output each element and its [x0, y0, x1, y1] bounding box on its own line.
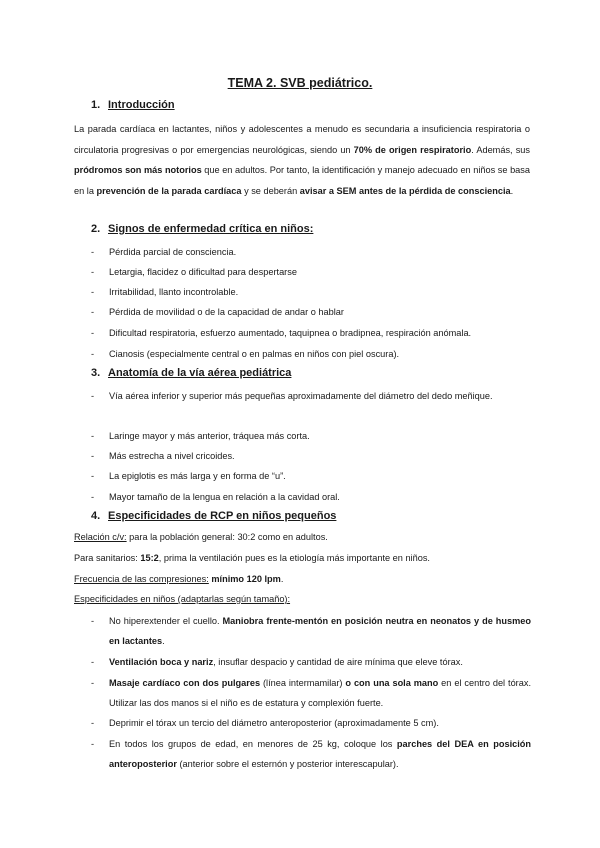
list-item-text: Más estrecha a nivel cricoides.: [109, 451, 235, 461]
section-title: Especificidades de RCP en niños pequeños: [108, 510, 337, 522]
list-dash: -: [91, 678, 95, 688]
intro-text: .: [510, 185, 514, 196]
specificities-line: [74, 594, 290, 604]
item-text: en el centro del tórax. Utilizar las dos manos si el niño es de estatura y complexión fuerte.: [109, 678, 531, 708]
list-item: [91, 734, 531, 774]
intro-bold: pródromos son más notorios: [74, 165, 202, 175]
list-item-text: [109, 652, 531, 672]
intro-text: La parada cardíaca en lactantes, niños y adolescentes a menudo es secundaria a insuficiencia respiratoria o circulatoria progresivas o por emergencias neurológicas, siendo un: [74, 124, 530, 155]
section-number: 3.: [91, 367, 101, 379]
list-item-text: [109, 611, 531, 651]
section-heading-anatomia: [91, 367, 291, 379]
section-title: Signos de enfermedad crítica en niños:: [108, 223, 314, 235]
item-text: , insuflar despacio y cantidad de aire mínima que eleve tórax.: [213, 657, 463, 667]
list-item: [91, 652, 531, 672]
list-dash: -: [91, 492, 95, 502]
section-number: 2.: [91, 223, 101, 235]
section-heading-rcp: [91, 510, 336, 522]
list-dash: -: [91, 657, 95, 667]
list-dash: -: [91, 267, 95, 277]
list-item-text: Cianosis (especialmente central o en palmas en niños con piel oscura).: [109, 349, 400, 359]
list-item: [91, 386, 531, 406]
intro-bold: avisar a SEM antes de la pérdida de consciencia: [299, 185, 511, 196]
list-item-text: Pérdida parcial de consciencia.: [109, 247, 237, 257]
intro-paragraph: [74, 119, 530, 201]
list-dash: -: [91, 349, 95, 359]
list-item-text: Irritabilidad, llanto incontrolable.: [109, 287, 239, 297]
list-item-text: Laringe mayor y más anterior, tráquea más corta.: [109, 431, 310, 441]
relation-text: para la población general: 30:2 como en adultos.: [126, 532, 328, 542]
list-item: [91, 426, 531, 446]
frequency-value: mínimo 120 lpm: [208, 574, 281, 584]
list-item-text: Pérdida de movilidad o de la capacidad de andar o hablar: [109, 307, 344, 317]
section-number: 4.: [91, 510, 101, 522]
intro-text: que en adultos. Por tanto, la identificación y manejo adecuado en niños se basa en la: [74, 165, 530, 196]
item-bold: Maniobra frente-mentón en posición neutra en neonatos y de husmeo en lactantes: [109, 616, 531, 646]
item-bold: Masaje cardíaco con dos pulgares: [109, 678, 261, 688]
list-item: [91, 344, 531, 364]
sanitarios-ratio: 15:2: [140, 553, 159, 563]
list-item: [91, 611, 531, 651]
sanitarios-text: , prima la ventilación pues es la etiología más importante en niños.: [158, 553, 430, 563]
list-dash: -: [91, 287, 95, 297]
list-item-text: Deprimir el tórax un tercio del diámetro anteroposterior (aproximadamente 5 cm).: [109, 718, 439, 728]
item-text: No hiperextender el cuello.: [109, 616, 223, 626]
list-dash: -: [91, 328, 95, 338]
intro-text: . Además, sus: [471, 144, 530, 155]
list-dash: -: [91, 307, 95, 317]
frequency-end: .: [280, 574, 284, 584]
list-item: [91, 713, 531, 733]
page-title: TEMA 2. SVB pediátrico.: [227, 76, 373, 90]
list-item: [91, 262, 531, 282]
list-dash: -: [91, 471, 95, 481]
item-text: (anterior sobre el esternón y posterior interescapular).: [176, 759, 399, 769]
list-dash: -: [91, 718, 95, 728]
list-item: [91, 673, 531, 713]
intro-bold: prevención de la parada cardíaca: [96, 185, 242, 196]
sanitarios-text: Para sanitarios:: [74, 553, 141, 563]
list-item-text: Dificultad respiratoria, esfuerzo aumentado, taquipnea o bradipnea, respiración anómala.: [109, 328, 472, 338]
frequency-line: [74, 574, 283, 584]
list-item-text: [109, 673, 531, 713]
list-dash: -: [91, 431, 95, 441]
list-item-text: La epiglotis es más larga y en forma de “u”.: [109, 471, 286, 481]
item-bold: Ventilación boca y nariz: [109, 657, 214, 667]
list-item: [91, 242, 531, 262]
section-title: Anatomía de la vía aérea pediátrica: [108, 367, 292, 379]
section-heading-introduccion: [91, 99, 175, 111]
relation-line: [74, 532, 328, 542]
list-item: [91, 487, 531, 507]
list-dash: -: [91, 247, 95, 257]
list-item: [91, 302, 531, 322]
item-text: .: [162, 636, 165, 646]
section-number: 1.: [91, 99, 101, 111]
list-item: [91, 323, 531, 343]
list-item: [91, 446, 531, 466]
list-item-text: [109, 734, 531, 774]
list-dash: -: [91, 451, 95, 461]
sanitarios-line: [74, 553, 430, 563]
list-dash: -: [91, 391, 95, 401]
item-bold: parches del DEA en posición anteroposterior: [109, 739, 532, 769]
frequency-label: Frecuencia de las compresiones:: [74, 574, 209, 584]
list-item-text: Vía aérea inferior y superior más pequeñas aproximadamente del diámetro del dedo meñique.: [109, 391, 493, 401]
item-text: En todos los grupos de edad, en menores de 25 kg, coloque los: [109, 739, 397, 749]
list-item: [91, 466, 531, 486]
list-item: [91, 282, 531, 302]
section-title: Introducción: [108, 99, 175, 111]
intro-text: y se deberán: [241, 185, 300, 196]
intro-bold: 70% de origen respiratorio: [353, 144, 472, 155]
item-bold: o con una sola mano: [345, 678, 439, 688]
list-item-text: Letargia, flacidez o dificultad para despertarse: [109, 267, 297, 277]
list-dash: -: [91, 739, 95, 749]
section-heading-signos: [91, 223, 313, 235]
relation-label: Relación c/v:: [74, 532, 127, 542]
item-text: (línea intermamilar): [260, 678, 346, 688]
list-dash: -: [91, 616, 95, 626]
list-item-text: Mayor tamaño de la lengua en relación a la cavidad oral.: [109, 492, 340, 502]
specificities-label: Especificidades en niños (adaptarlas según tamaño):: [74, 594, 291, 604]
